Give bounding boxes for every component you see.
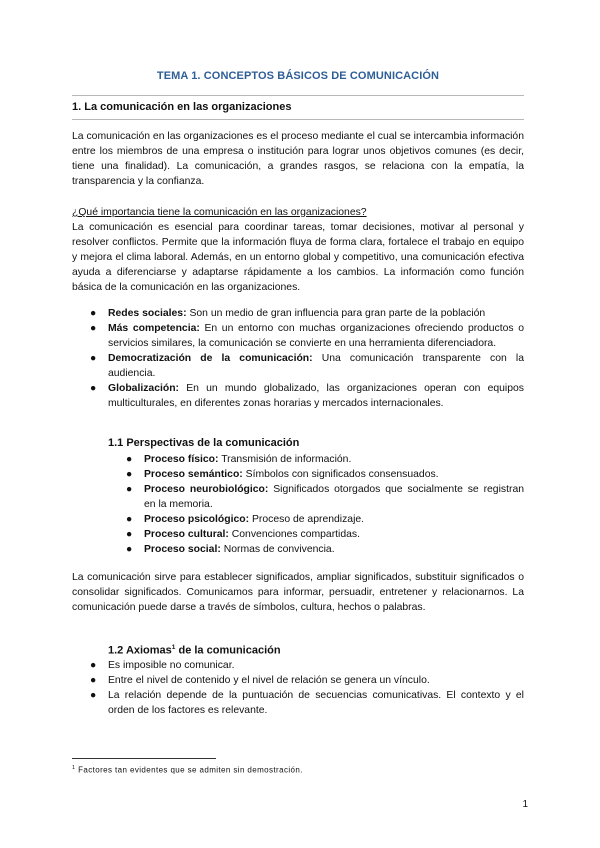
bullet-icon: ● (126, 544, 133, 555)
bullet-text: Una comunicación transparente con la audiencia. (108, 353, 524, 379)
item-text: Proceso de aprendizaje. (249, 514, 365, 525)
item-text: Convenciones compartidas. (228, 529, 360, 540)
item-term: Proceso físico: (144, 454, 219, 465)
bullet-icon: ● (90, 383, 97, 394)
bullet-icon: ● (90, 353, 97, 364)
axioms-heading-text-end: de la comunicación (175, 644, 281, 657)
closing-paragraph: La comunicación sirve para establecer significados, ampliar significados, substituir significados o consolidar significados. Comunicamos para informar, persuadir, entretener y relacionarnos. La comunicación puede darse a través de símbolos, cultura, hechos o palabras. (72, 572, 524, 613)
bullet-text: En un entorno con muchas organizaciones ofreciendo productos o servicios similares, la comunicación se convierte en una herramienta diferenciadora. (108, 323, 524, 349)
item-term: Proceso cultural: (144, 529, 229, 540)
list-item (90, 688, 524, 718)
bullet-icon: ● (126, 454, 133, 465)
bullet-icon: ● (90, 308, 97, 319)
item-term: Proceso semántico: (144, 469, 243, 480)
axiom-text: Entre el nivel de contenido y el nivel de relación se genera un vínculo. (108, 675, 430, 686)
title-divider (72, 95, 524, 96)
bullet-term: Redes sociales: (108, 308, 187, 319)
list-item (90, 351, 524, 381)
list-item (126, 512, 524, 527)
bullet-icon: ● (90, 675, 97, 686)
item-term: Proceso social: (144, 544, 221, 555)
item-text: Símbolos con significados consensuados. (242, 469, 439, 480)
list-item (90, 306, 524, 321)
item-term: Proceso neurobiológico: (144, 484, 269, 495)
bullet-icon: ● (90, 690, 97, 701)
axiom-text: La relación depende de la puntuación de secuencias comunicativas. El contexto y el orden de los factores es relevante. (108, 690, 524, 716)
item-text: Normas de convivencia. (220, 544, 335, 555)
axiom-text: Es imposible no comunicar. (108, 660, 235, 671)
section-heading: 1. La comunicación en las organizaciones (72, 101, 292, 113)
bullet-icon: ● (126, 529, 133, 540)
importance-list (90, 306, 524, 411)
list-item (90, 673, 524, 688)
footnote-separator (72, 758, 216, 759)
footnote (72, 765, 303, 775)
axioms-heading (108, 644, 281, 657)
axioms-list (90, 658, 524, 718)
footnote-reference[interactable]: 1 (171, 644, 176, 651)
list-item (126, 452, 524, 467)
answer-paragraph: La comunicación es esencial para coordinar tareas, tomar decisiones, motivar al personal y resolver conflictos. Permite que la información fluya de forma clara, fortalece el trabajo en equipo y mejora el clima laboral. Además, en un entorno global y competitivo, una comunicación efectiva ayuda a diferenciarse y adaptarse rápidamente a los cambios. La información como función básica de la comunicación en las organizaciones. (72, 222, 524, 293)
bullet-term: Globalización: (108, 383, 180, 394)
document-title: TEMA 1. CONCEPTOS BÁSICOS DE COMUNICACIÓN (156, 70, 440, 82)
bullet-icon: ● (90, 660, 97, 671)
bullet-icon: ● (126, 514, 133, 525)
item-text: Significados otorgados que socialmente se registran en la memoria. (144, 484, 524, 510)
axioms-heading-text: 1.2 Axiomas (108, 644, 172, 657)
bullet-term: Más competencia: (108, 323, 200, 334)
list-item (126, 482, 524, 512)
bullet-text: Son un medio de gran influencia para gran parte de la población (186, 308, 486, 319)
intro-paragraph: La comunicación en las organizaciones es el proceso mediante el cual se intercambia información entre los miembros de una empresa o institución para lograr unos objetivos comunes (es decir, tiene una finalidad). La comunicación, a grandes rasgos, se relaciona con la empatía, la transparencia y la confianza. (72, 131, 524, 187)
bullet-icon: ● (90, 323, 97, 334)
list-item (90, 321, 524, 351)
subsection-heading: 1.1 Perspectivas de la comunicación (108, 437, 300, 449)
bullet-term: Democratización de la comunicación: (108, 353, 313, 364)
item-term: Proceso psicológico: (144, 514, 250, 525)
list-item (126, 527, 524, 542)
list-item (126, 467, 524, 482)
bullet-text: En un mundo globalizado, las organizaciones operan con equipos multiculturales, en diferentes zonas horarias y mercados internacionales. (108, 383, 524, 409)
bullet-icon: ● (126, 469, 133, 480)
item-text: Transmisión de información. (218, 454, 352, 465)
footnote-text: Factores tan evidentes que se admiten sin demostración. (75, 765, 303, 775)
question-heading: ¿Qué importancia tiene la comunicación en las organizaciones? (72, 207, 367, 218)
page-number: 1 (522, 799, 528, 810)
list-item (126, 542, 524, 557)
footnote-mark: 1 (72, 765, 76, 771)
bullet-icon: ● (126, 484, 133, 495)
list-item (90, 658, 524, 673)
list-item (90, 381, 524, 411)
perspectives-list (126, 452, 524, 557)
heading-divider (72, 119, 524, 120)
